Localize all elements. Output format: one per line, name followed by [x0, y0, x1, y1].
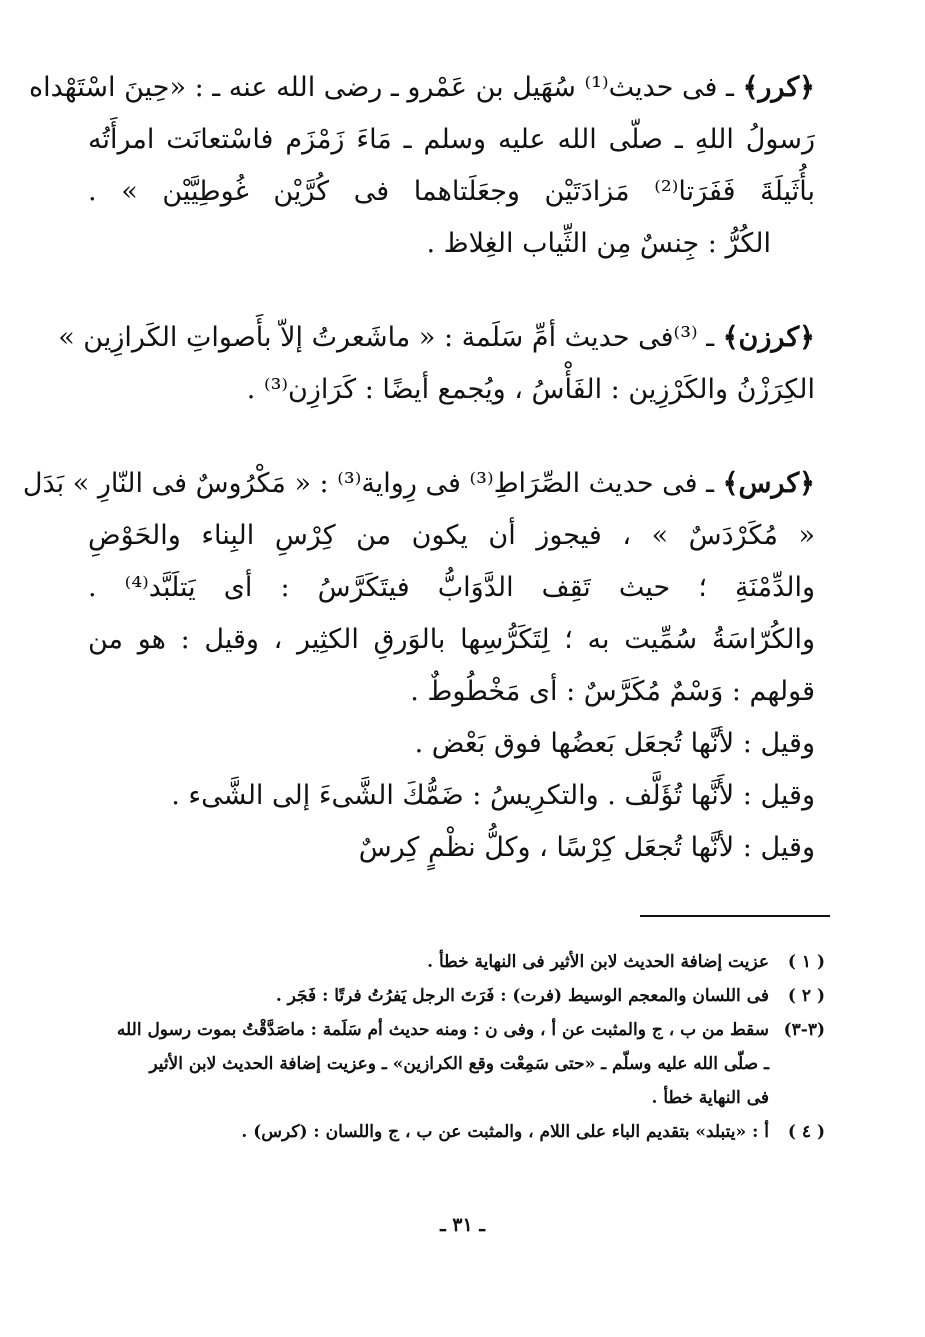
footnote-line [80, 945, 825, 979]
footnote-number: ( ١ ) [787, 952, 825, 972]
footnote-line: ـ صلّى الله عليه وسلّم ـ «حتى سَمِعْت وقع الكرازين» ـ وعزيت إضافة الحديث لابن الأثير [149, 1054, 769, 1074]
footnote-line [80, 1013, 825, 1047]
text-line [28, 62, 815, 114]
text-segment: ـ فى حديث الصِّرَاطِ⁽³⁾ فى رِواية⁽³⁾ : « مَكْرُوسٌ فى النّارِ » بَدَل [22, 468, 715, 499]
text-line [58, 312, 815, 364]
entry-karr [28, 62, 815, 270]
footnote-text: أ : «يتبلد» بتقديم الباء على اللام ، والمثبت عن ب ، ج واللسان : (كرس) . [241, 1122, 769, 1142]
text-segment: ـ ⁽³⁾فى حديث أمِّ سَلَمة : « ماشَعرتُ إلاّ بأَصواتِ الكَرازِين » [58, 322, 715, 353]
footnote-line [80, 979, 825, 1013]
footnote-number: (٣-٣) [783, 1020, 825, 1040]
footnote-line [80, 1115, 825, 1149]
footnote [80, 1013, 825, 1115]
text-line: « مُكَرْدَسٌ » ، فيجوز أن يكون من كِرْسِ البِناء والحَوْضِ [88, 520, 815, 551]
text-line: بأُثَيلَةَ فَفَرَتا⁽²⁾ مَزادَتَيْن وجعَلَتاهما فى كُرَّيْن غُوطِيَّيْن » . [88, 176, 815, 207]
text-line: رَسولُ اللهِ ـ صلّى الله عليه وسلم ـ مَاءَ زَمْزَم فاسْتعانَت امرأَتُه [88, 124, 815, 155]
text-line: والدِّمْنَةِ ؛ حيث تَقِف الدَّوَابُّ فيتَكَرَّسُ : أى يَتلَبَّد⁽⁴⁾ . [88, 572, 816, 603]
footnote-text: سقط من ب ، ج والمثبت عن أ ، وفى ن : ومنه حديث أم سَلَمة : ماصَدَّقْتُ بموت رسول الله [116, 1020, 769, 1040]
text-line: وقيل : لأنَّها تُجعَل بَعضُها فوق بَعْض . [414, 728, 815, 759]
page-number: ـ ٣١ ـ [440, 1214, 485, 1236]
footnote-separator [640, 915, 830, 917]
footnote [80, 979, 825, 1013]
text-segment: ـ فى حديث⁽¹⁾ سُهَيل بن عَمْرو ـ رضى الله عنه ـ : «حِينَ اسْتَهْداه [28, 72, 734, 103]
footnote-line: فى النهاية خطأ . [651, 1088, 769, 1108]
entry-karzan [58, 312, 815, 416]
headword: ﴿كرر﴾ [742, 72, 815, 103]
text-line: الكِرَزْنُ والكَرْزِين : الفَأْسُ ، ويُجمع أيضًا : كَرَازِن⁽³⁾ . [246, 374, 815, 405]
text-line: وقيل : لأنَّها تُجعَل كِرْسًا ، وكلُّ نظْمٍ كِرسٌ [358, 832, 815, 863]
main-text [22, 62, 816, 916]
entry-kars [22, 458, 816, 874]
footnote-text: فى اللسان والمعجم الوسيط (فرت) : فَرَتَ الرجل يَفرُتُ فرتًا : فَجَر . [275, 986, 769, 1006]
text-line: والكُرّاسَةُ سُمِّيت به ؛ لِتَكَرُّسِها بالوَرقِ الكثِير ، وقيل : هو من [88, 624, 815, 655]
text-line: الكُرُّ : جِنسٌ مِن الثِّياب الغِلاظ . [426, 228, 771, 259]
footnote [80, 1115, 825, 1149]
footnote-number: ( ٤ ) [787, 1122, 825, 1142]
footnote-number: ( ٢ ) [787, 986, 825, 1006]
text-line: قولهم : وَسْمٌ مُكَرَّسٌ : أى مَخْطُوطٌ . [410, 676, 815, 707]
text-line: وقيل : لأَنَّها تُؤَلَّف . والتكرِيسُ : ضَمُّكَ الشَّىءَ إلى الشَّىء . [171, 780, 815, 811]
footnote-text: عزيت إضافة الحديث لابن الأثير فى النهاية خطأ . [427, 952, 769, 972]
footnote [80, 945, 825, 979]
headword: ﴿كرس﴾ [722, 468, 815, 499]
text-line [22, 458, 815, 510]
footnotes [80, 945, 825, 1149]
headword: ﴿كرزن﴾ [722, 322, 815, 353]
